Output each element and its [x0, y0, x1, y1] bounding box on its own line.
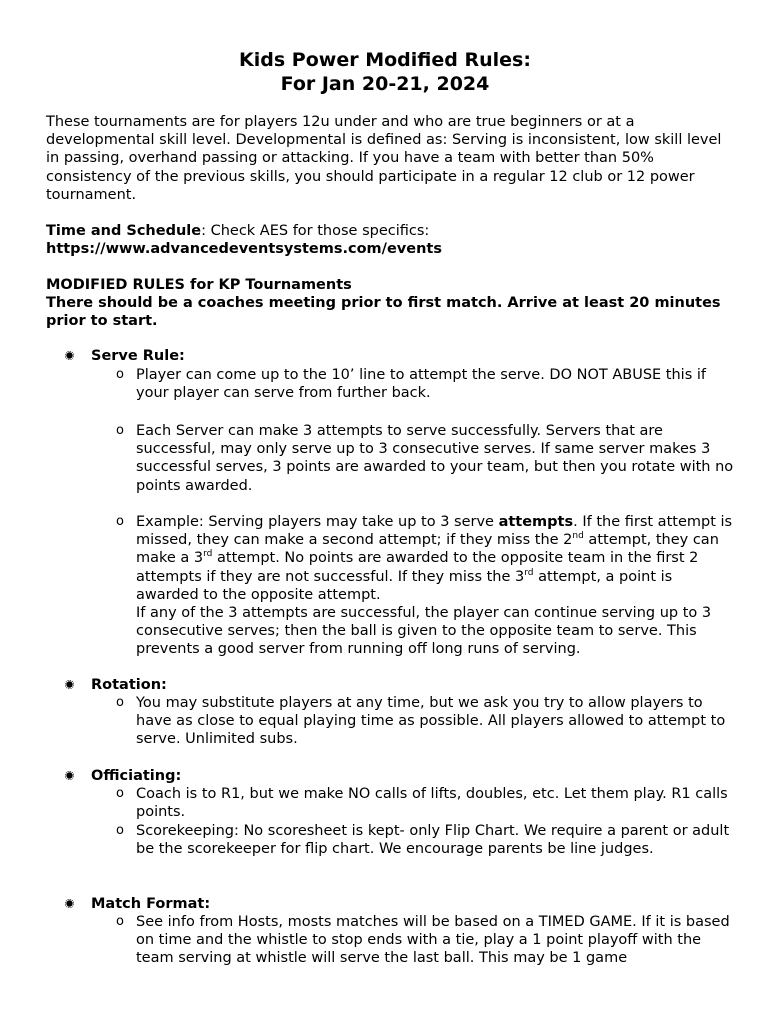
bullet-icon	[65, 771, 74, 780]
bullet-icon	[65, 680, 74, 689]
intro-paragraph: These tournaments are for players 12u under and who are true beginners or at a developmental skill level. Developmental is defined as: Serving is inconsistent, low skill level in passing, overhand passing or attacking. If you have a team with better than 50% consistency of the previous skills, you should participate in a regular 12 club or 12 power tournament.	[46, 114, 722, 203]
coaches-meeting-note: There should be a coaches meeting prior to first match. Arrive at least 20 minutes prior to start.	[46, 295, 721, 330]
serve-example-text: attempt. No points are awarded to the opposite team in the first 2 attempts if they are not successful. If they miss the 3	[136, 550, 699, 585]
time-schedule-line	[46, 222, 736, 240]
time-schedule-label: Time and Schedule	[46, 223, 202, 239]
serve-example-text: attempt, a point is awarded to the opposite attempt.	[136, 568, 673, 603]
serve-example-text: . If the first attempt is missed, they can make a second attempt; if they miss the 2	[136, 514, 733, 549]
serve-example-text: If any of the 3 attempts are successful, the player can continue serving up to 3 consecutive serves; then the ball is given to the opposite team to serve. This prevents a good server from running off long runs of serving.	[136, 605, 712, 658]
sub-bullet-marker: o	[116, 423, 124, 438]
sub-bullet-marker: o	[116, 695, 124, 710]
sub-bullet-marker: o	[116, 786, 124, 801]
superscript: nd	[572, 531, 584, 542]
bullet-icon	[65, 899, 74, 908]
match-format-item-1: See info from Hosts, mosts matches will be based on a TIMED GAME. If it is based on time and the whistle to stop ends with a tie, play a 1 point playoff with the team serving at whistle will serve the last ball. This may be 1 game	[136, 914, 730, 967]
serve-rule-heading: Serve Rule:	[91, 348, 185, 364]
superscript: rd	[203, 549, 213, 560]
superscript: rd	[524, 567, 534, 578]
serve-item-3	[136, 513, 736, 659]
sub-bullet-marker: o	[116, 514, 124, 529]
document-title-line-1: Kids Power Modified Rules:	[239, 49, 531, 71]
time-schedule-text: : Check AES for those specifics:	[201, 223, 430, 239]
serve-example-text: Example: Serving players may take up to 3 serve	[136, 514, 499, 530]
serve-item-2: Each Server can make 3 attempts to serve successfully. Servers that are successful, may only serve up to 3 consecutive serves. If same server makes 3 successful serves, 3 points are awarded to your team, but then you rotate with no points awarded.	[136, 423, 734, 494]
serve-example-text: attempt, they can make a 3	[136, 532, 719, 567]
rotation-heading: Rotation:	[91, 677, 167, 693]
modified-rules-heading: MODIFIED RULES for KP Tournaments	[46, 277, 352, 293]
serve-item-1: Player can come up to the 10’ line to attempt the serve. DO NOT ABUSE this if your player can serve from further back.	[136, 367, 707, 402]
aes-events-link[interactable]: https://www.advancedeventsystems.com/events	[46, 241, 442, 257]
sub-bullet-marker: o	[116, 914, 124, 929]
document-title-line-2: For Jan 20-21, 2024	[280, 73, 490, 95]
sub-bullet-marker: o	[116, 367, 124, 382]
match-format-heading: Match Format:	[91, 896, 211, 912]
rotation-item-1: You may substitute players at any time, but we ask you try to allow players to have as close to equal playing time as possible. All players allowed to attempt to serve. Unlimited subs.	[136, 695, 726, 748]
serve-example-emphasis: attempts	[498, 514, 574, 530]
officiating-heading: Officiating:	[91, 768, 182, 784]
officiating-item-2: Scorekeeping: No scoresheet is kept- only Flip Chart. We require a parent or adult be the scorekeeper for flip chart. We encourage parents be line judges.	[136, 823, 730, 858]
bullet-icon	[65, 351, 74, 360]
sub-bullet-marker: o	[116, 823, 124, 838]
officiating-item-1: Coach is to R1, but we make NO calls of lifts, doubles, etc. Let them play. R1 calls points.	[136, 786, 728, 821]
